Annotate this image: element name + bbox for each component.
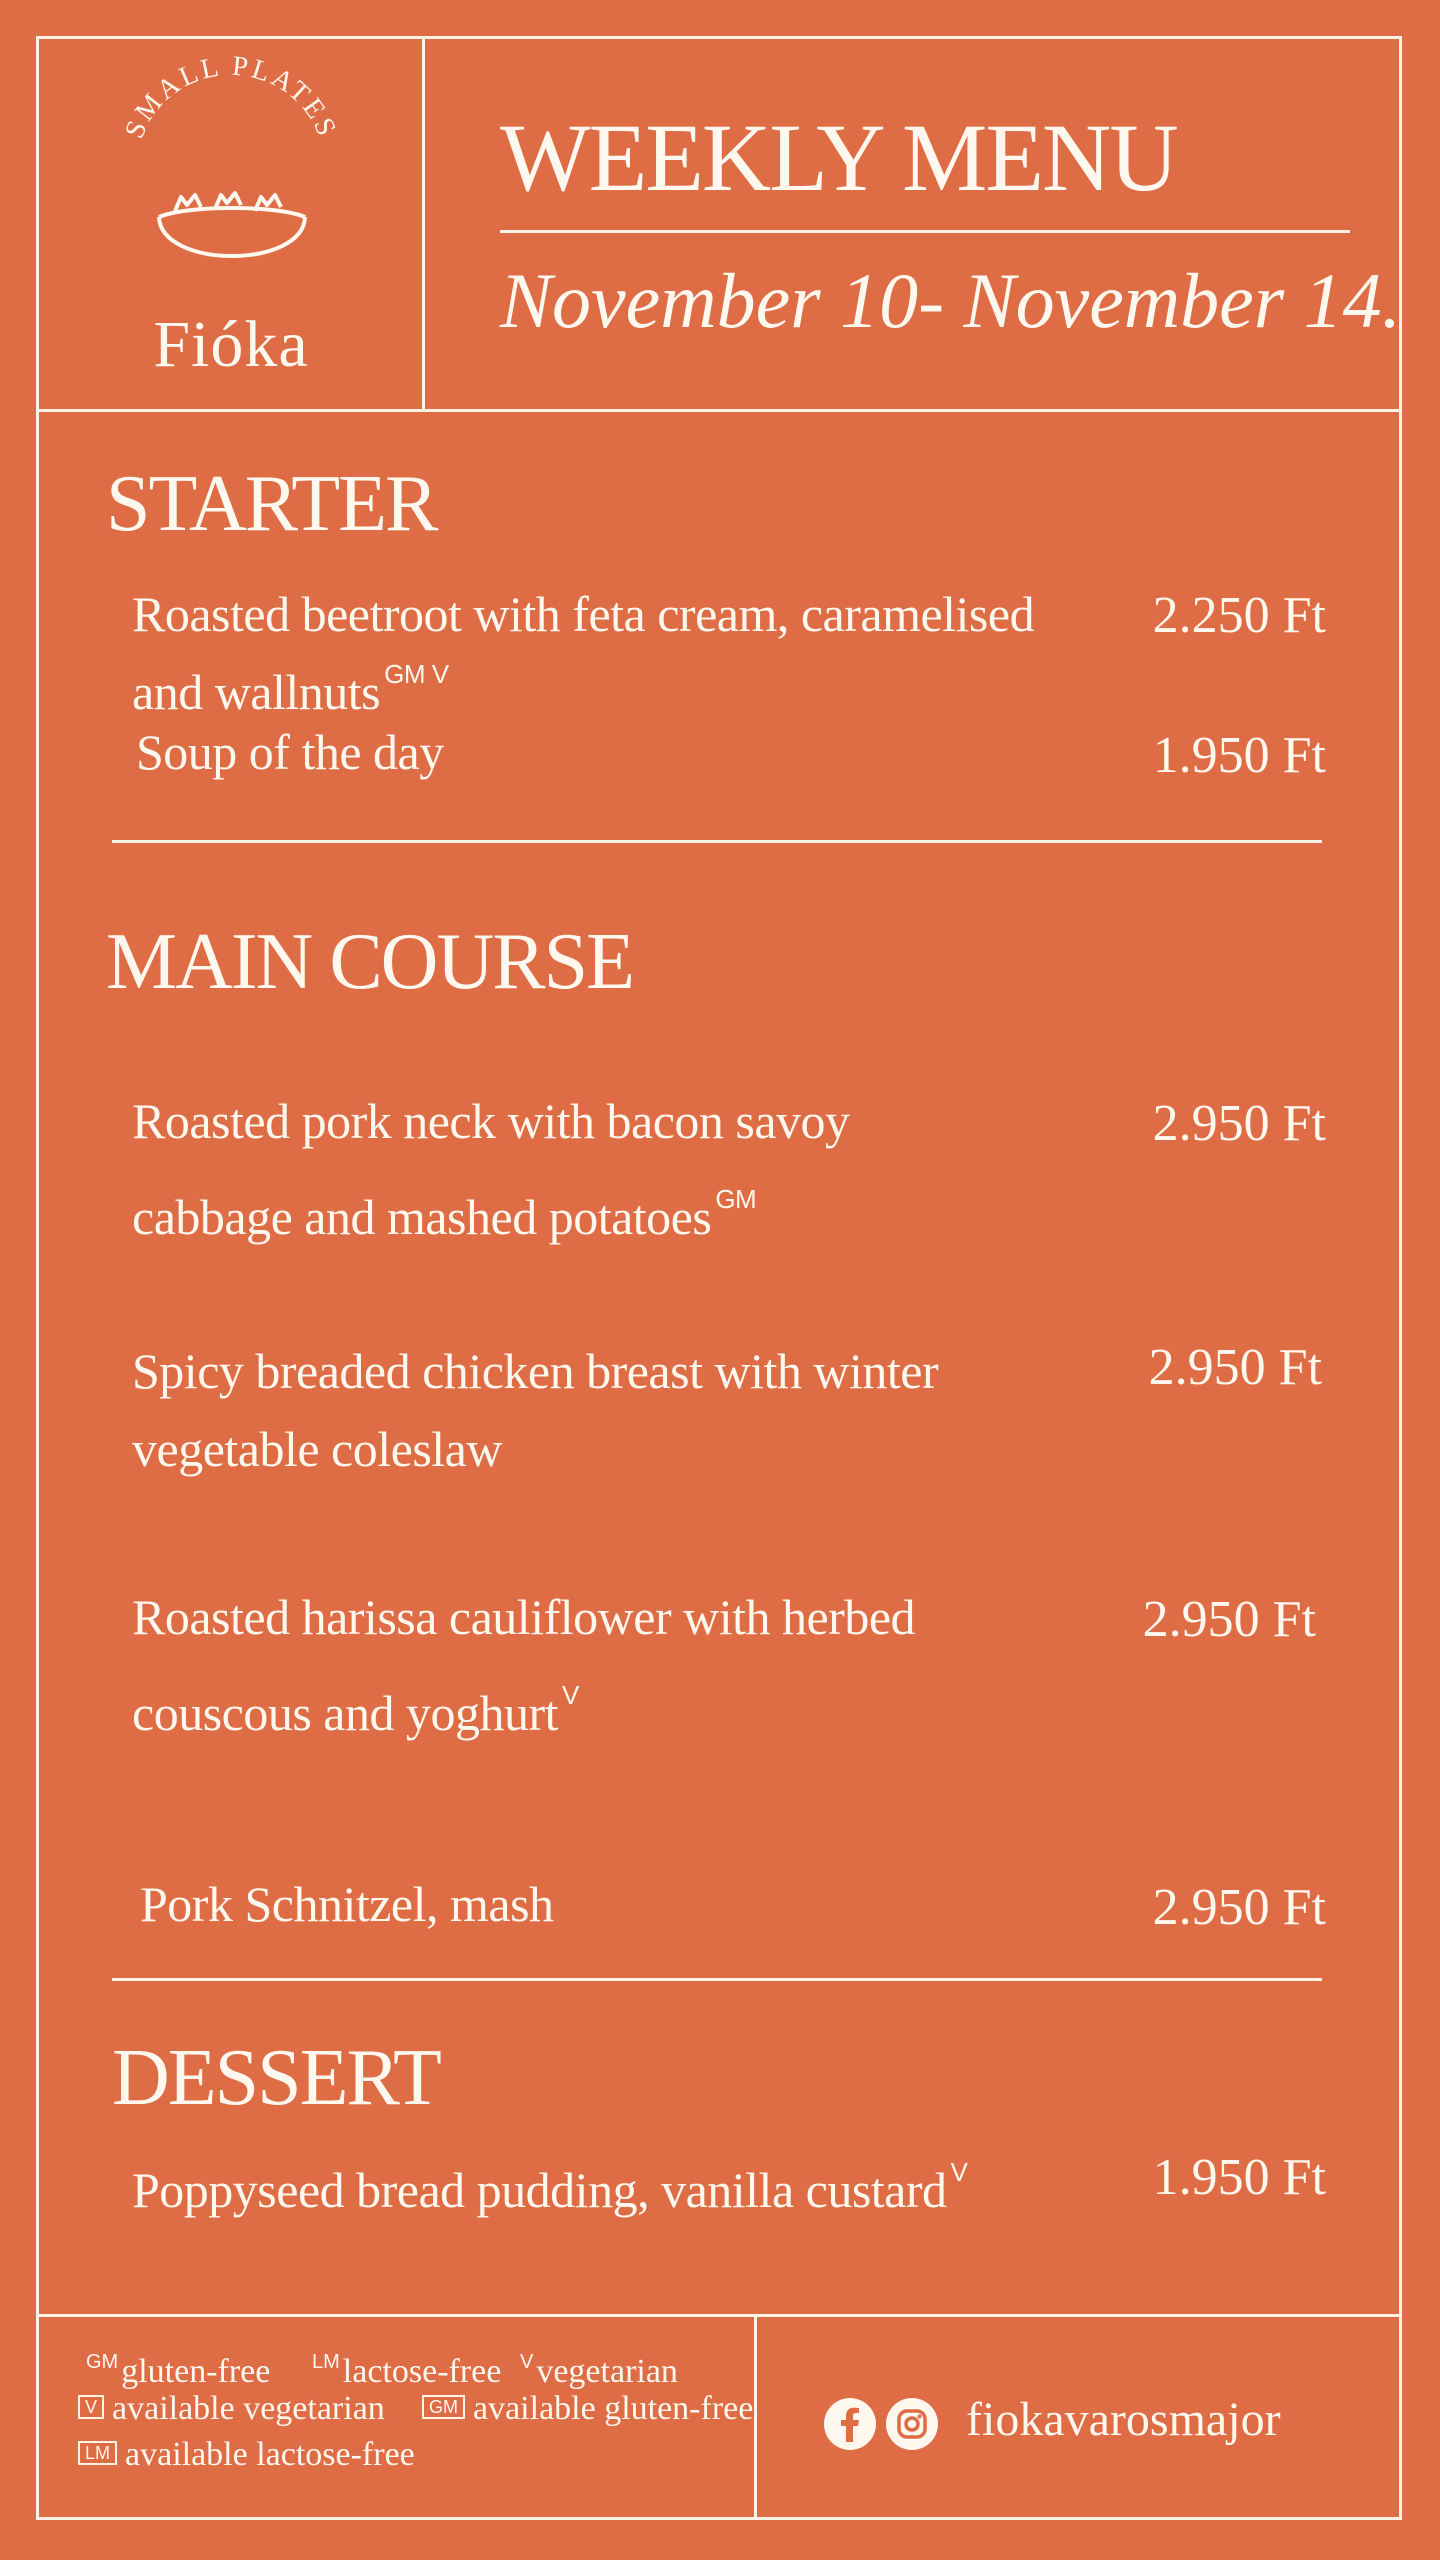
legend-lactose-free: $^{LM}$lactose-free xyxy=(312,2351,502,2390)
legend-available-gluten-free: GM available gluten-free xyxy=(422,2392,753,2426)
footer-divider xyxy=(754,2314,757,2520)
footer-top-rule xyxy=(36,2314,1402,2317)
menu-item-name: Soup of the day xyxy=(136,724,444,780)
header-bottom-rule xyxy=(36,409,1402,412)
facebook-icon[interactable] xyxy=(824,2398,876,2450)
menu-item-price: 2.950 Ft xyxy=(1142,1591,1316,1648)
starter-heading: STARTER xyxy=(106,460,437,548)
dietary-marks: V xyxy=(562,1680,579,1710)
logo-arc-text xyxy=(119,50,343,179)
menu-item-price: 2.250 Ft xyxy=(1152,587,1326,644)
menu-item-name: Roasted pork neck with bacon savoy cabbage and mashed potatoes $^{GM}$ xyxy=(132,1093,850,1245)
menu-item-price: 1.950 Ft xyxy=(1152,727,1326,784)
dietary-marks: V xyxy=(950,2157,968,2187)
dessert-heading: DESSERT xyxy=(112,2034,440,2122)
menu-item-name: Poppyseed bread pudding, vanilla custard $^V$ xyxy=(132,2157,968,2218)
social-handle[interactable]: fiokavarosmajor xyxy=(966,2393,1281,2446)
section-divider xyxy=(112,840,1322,843)
menu-item-name: Spicy breaded chicken breast with winter vegetable coleslaw xyxy=(132,1343,939,1477)
page-title: WEEKLY MENU xyxy=(500,104,1177,211)
logo xyxy=(39,39,423,409)
dietary-marks: GM V xyxy=(384,659,449,689)
legend-available-vegetarian: V available vegetarian xyxy=(78,2392,385,2426)
date-range: November 10- November 14. xyxy=(500,257,1402,344)
section-divider xyxy=(112,1978,1322,1981)
brand-name: Fióka xyxy=(153,308,309,381)
dietary-marks: GM xyxy=(715,1184,757,1214)
svg-text:SMALL PLATES: SMALL PLATES xyxy=(119,50,343,143)
title-underline xyxy=(500,230,1350,233)
main-course-heading: MAIN COURSE xyxy=(106,918,633,1006)
menu-item-name: Roasted harissa cauliflower with herbed couscous and yoghurt $^V$ xyxy=(132,1589,916,1741)
menu-item-price: 2.950 Ft xyxy=(1148,1339,1322,1396)
legend-available-lactose-free: LM available lactose-free xyxy=(78,2438,415,2472)
menu-item-name: Pork Schnitzel, mash xyxy=(140,1876,554,1932)
legend-vegetarian: $^V$vegetarian xyxy=(520,2351,678,2390)
bowl-icon xyxy=(147,169,317,289)
menu-item-price: 2.950 Ft xyxy=(1152,1879,1326,1936)
menu-item-price: 1.950 Ft xyxy=(1152,2149,1326,2206)
menu-item-name: Roasted beetroot with feta cream, caramelised and wallnuts $^{GM V}$ xyxy=(132,586,1035,720)
legend-gluten-free: $^{GM}$gluten-free xyxy=(86,2351,271,2390)
menu-item-price: 2.950 Ft xyxy=(1152,1095,1326,1152)
instagram-icon[interactable] xyxy=(886,2398,938,2450)
